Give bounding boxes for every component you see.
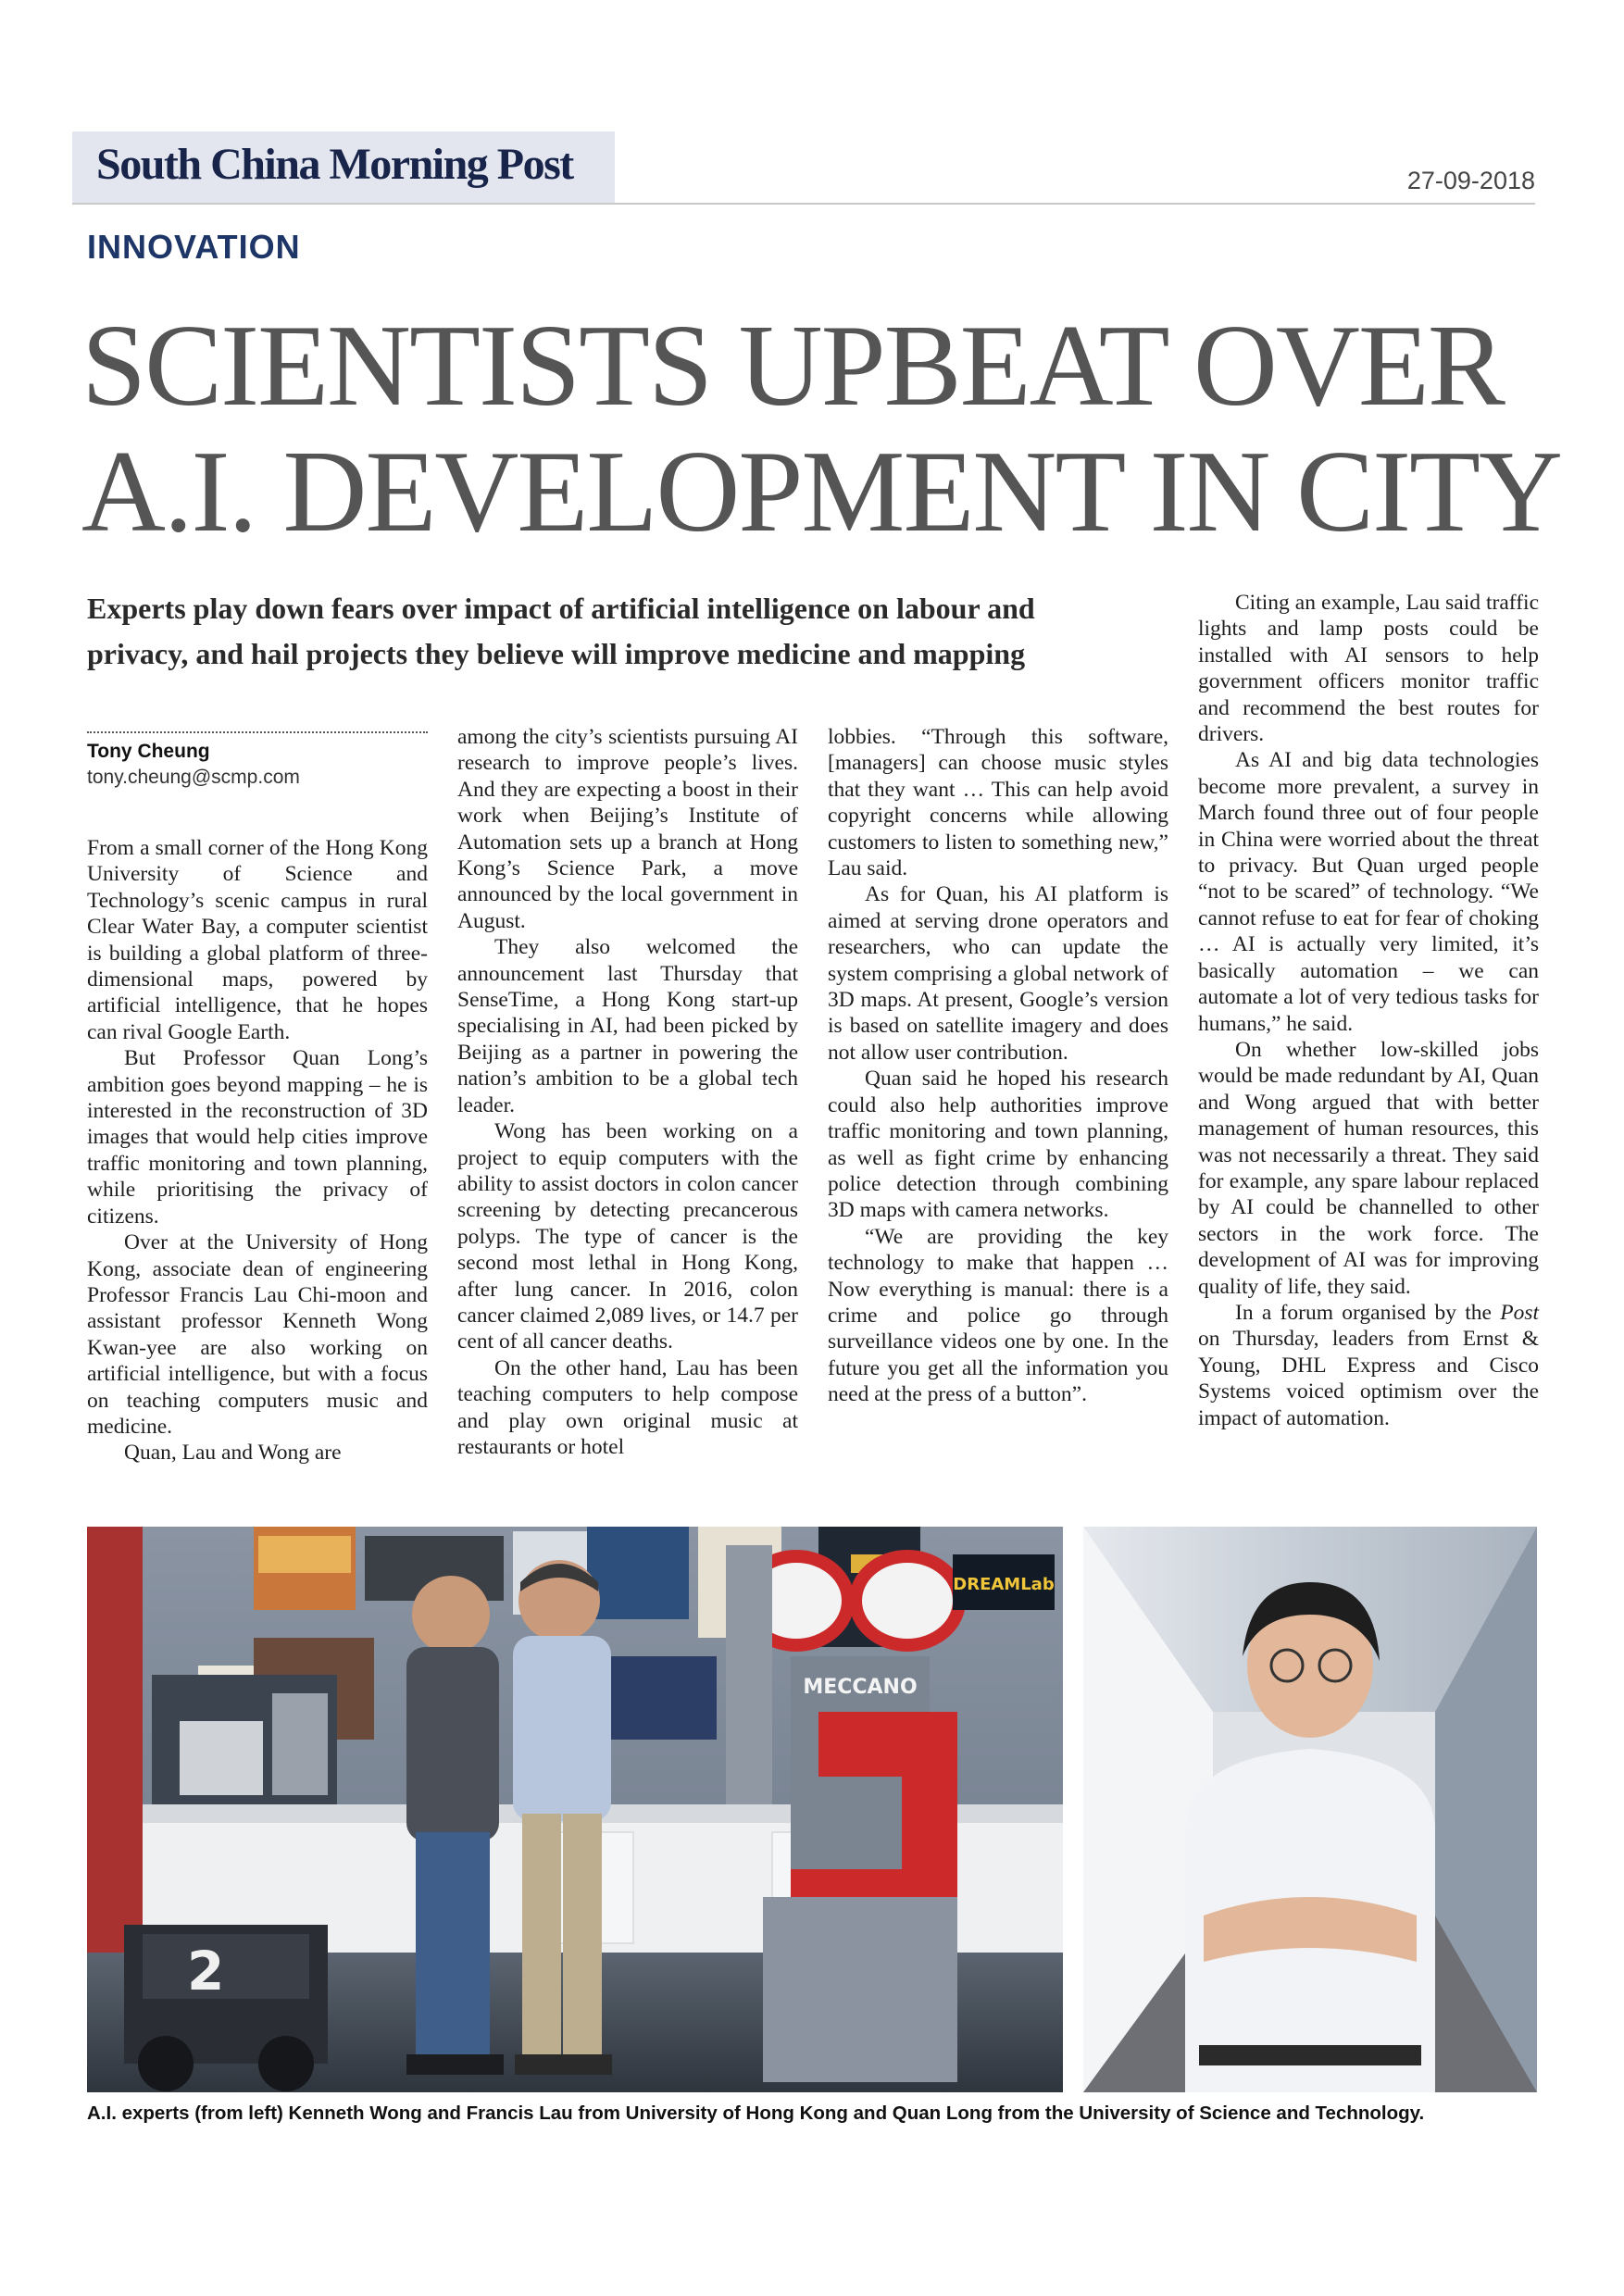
byline-author: Tony Cheung [87,741,210,762]
paragraph [1198,1300,1539,1431]
paragraph: As for Quan, his AI platform is aimed at serving drone operators and researchers, who can update the system comprising a global network of 3D maps. At present, Google’s version is based on satellite imagery and does not allow user contribution. [828,882,1168,1065]
portrait-photo-illustration [1083,1527,1537,2092]
paragraph: As AI and big data technologies become more prevalent, a survey in March found three out of four people in China were worried about the threat to privacy. But Quan urged people “not to be scared” of technology. “We cannot refuse to eat for fear of choking … AI is actually very limited, it’s basically automation – we can automate a lot of very tedious tasks for humans,” he said. [1198,748,1539,1036]
paragraph: From a small corner of the Hong Kong University of Science and Technology’s scenic campus in rural Clear Water Bay, a computer scientist is building a global platform of three-dimensional maps, powered by artificial intelligence, that he hopes can rival Google Earth. [87,836,428,1044]
paragraph: But Professor Quan Long’s ambition goes beyond mapping – he is interested in the reconstruction of 3D images that would help cities improve traffic monitoring and town planning, while prioritising the privacy of citizens. [87,1046,428,1229]
byline-divider [87,731,428,733]
paragraph: Quan, Lau and Wong are [124,1441,342,1466]
paragraph: Quan said he hoped his research could also help authorities improve traffic monitoring and town planning, as well as fight crime by enhancing police detection through combining 3D maps with camera networks. [828,1067,1168,1223]
issue-date: 27-09-2018 [1406,167,1535,194]
lab-photo-illustration [87,1527,1063,2092]
paragraph: On whether low-skilled jobs would be made redundant by AI, Quan and Wong argued that with better management of human resources, this was not necessarily a threat. They said for example, any spare labour replaced by AI could be channelled to other sectors in the work force. The development of AI was for improving quality of life, they said. [1198,1037,1539,1299]
header-divider [72,203,1535,205]
paragraph: Wong has been working on a project to equip computers with the ability to assist doctors in colon cancer screening by detecting precancerous polyps. The type of cancer is the second most lethal in Hong Kong, after lung cancer. In 2016, colon cancer claimed 2,089 lives, or 14.7 per cent of all cancer deaths. [457,1119,798,1354]
paragraph-text: on Thursday, leaders from Ernst & Young, DHL Express and Cisco Systems voiced optimism over the impact of automation. [1198,1327,1539,1430]
number-plate: 2 [187,1940,225,2003]
paragraph: lobbies. “Through this software, [managers] can choose music styles that they want … This can help avoid copyright concerns while allowing customers to listen to something new,” Lau said. [828,725,1168,881]
paragraph: On the other hand, Lau has been teaching computers to help compose and play own original music at restaurants or hotel [457,1355,798,1459]
photo-caption: A.I. experts (from left) Kenneth Wong and Francis Lau from University of Hong Kong and Quan Long from the University of Science and Technology. [87,2103,1425,2124]
poster-label: DREAMLab [953,1575,1055,1594]
article-column-1 [87,835,428,1466]
paragraph: among the city’s scientists pursuing AI research to improve people’s lives. And they are expecting a boost in their work when Beijing’s Institute of Automation sets up a branch at Hong Kong’s Science Park, a move announced by the local government in August. [457,725,798,933]
paragraph: Citing an example, Lau said traffic lights and lamp posts could be installed with AI sensors to help government officers monitor traffic and recommend the best routes for drivers. [1198,591,1539,747]
byline-email[interactable]: tony.cheung@scmp.com [87,767,300,788]
headline: SCIENTISTS UPBEAT OVER A.I. DEVELOPMENT IN CITY [81,302,1561,556]
portrait-photo [1083,1527,1537,2092]
paragraph: “We are providing the key technology to make that happen … Now everything is manual: there is a crime and police go through surveillance videos one by one. In the future you get all the information you need at the press of a button”. [828,1224,1168,1407]
section-label: INNOVATION [87,228,301,266]
article-column-2 [457,724,798,1460]
paragraph-text: In a forum organised by the [1235,1300,1501,1325]
robot-brand-label: MECCANO [803,1676,918,1699]
paragraph: They also welcomed the announcement last Thursday that SenseTime, a Hong Kong start-up specialising in AI, had been picked by Beijing as a partner in powering the nation’s ambition to be a global tech leader. [457,935,798,1117]
article-column-4 [1198,590,1539,1431]
article-column-3 [828,724,1168,1408]
publication-name: Post [1500,1300,1539,1325]
lab-photo [87,1527,1063,2092]
masthead-title: South China Morning Post [96,140,573,189]
paragraph: Over at the University of Hong Kong, associate dean of engineering Professor Francis Lau Chi-moon and assistant professor Kenneth Wong Kwan-yee are also working on artificial intelligence, but with a focus on teaching computers music and medicine. [87,1230,428,1439]
standfirst: Experts play down fears over impact of artificial intelligence on labour and privacy, and hail projects they believe will improve medicine and mapping [87,592,1035,670]
